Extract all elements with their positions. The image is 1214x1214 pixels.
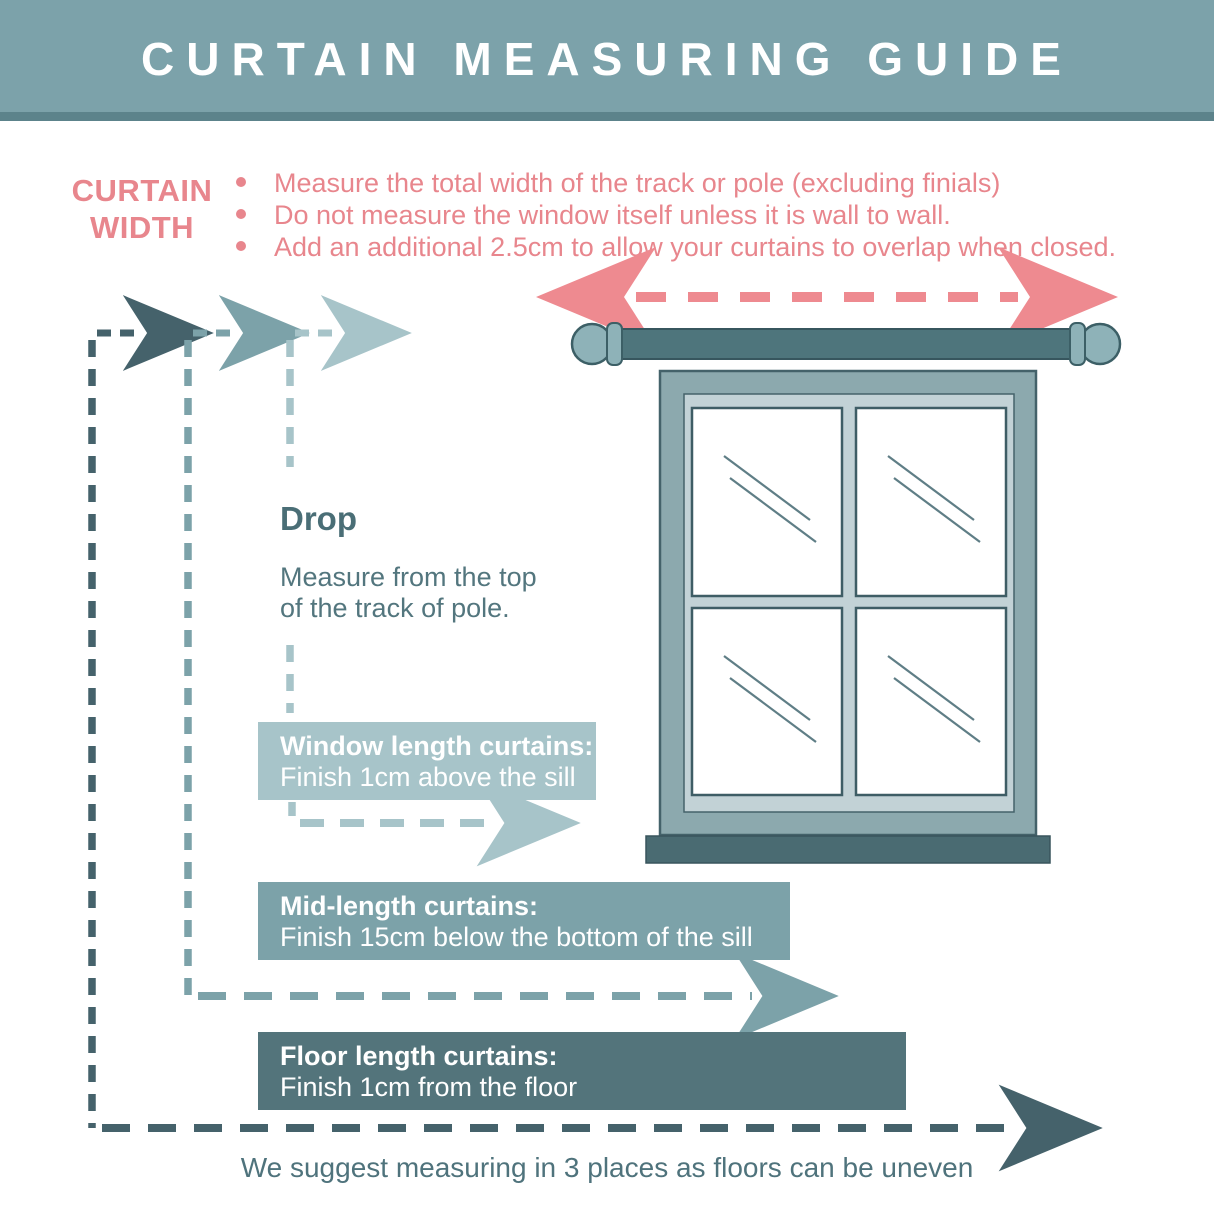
floor-length-subtitle: Finish 1cm from the floor (280, 1072, 578, 1102)
curtain-width-label-line2: WIDTH (89, 210, 195, 245)
window-pane (856, 408, 1006, 596)
drop-description (280, 562, 537, 624)
page-title: CURTAIN MEASURING GUIDE (141, 33, 1073, 85)
window-pane (692, 608, 842, 795)
drop-heading: Drop (280, 500, 357, 537)
pole-collar-left (607, 323, 622, 365)
curtain-width-label-line1: CURTAIN (71, 173, 213, 208)
drop-description-line2: of the track of pole. (280, 593, 510, 623)
bullet-text: Measure the total width of the track or pole (excluding finials) (274, 168, 1001, 198)
window-length-subtitle: Finish 1cm above the sill (280, 762, 576, 792)
window-illustration (646, 371, 1050, 863)
window-sill (646, 836, 1050, 863)
window-length-title: Window length curtains: (280, 731, 594, 761)
mid-length-title: Mid-length curtains: (280, 891, 538, 921)
floor-length-box (258, 1032, 906, 1110)
curtain-pole-illustration (572, 323, 1120, 365)
mid-length-box (258, 882, 790, 960)
window-length-box (258, 722, 596, 800)
window-pane (856, 608, 1006, 795)
mid-length-subtitle: Finish 15cm below the bottom of the sill (280, 922, 753, 952)
bullet-text: Do not measure the window itself unless it is wall to wall. (274, 200, 951, 230)
pole-bar (616, 329, 1076, 359)
bullet-text: Add an additional 2.5cm to allow your curtains to overlap when closed. (274, 232, 1116, 262)
drop-description-line1: Measure from the top (280, 562, 537, 592)
floor-length-title: Floor length curtains: (280, 1041, 558, 1071)
window-pane (692, 408, 842, 596)
pole-collar-right (1070, 323, 1085, 365)
footer-note: We suggest measuring in 3 places as floors can be uneven (240, 1152, 974, 1183)
